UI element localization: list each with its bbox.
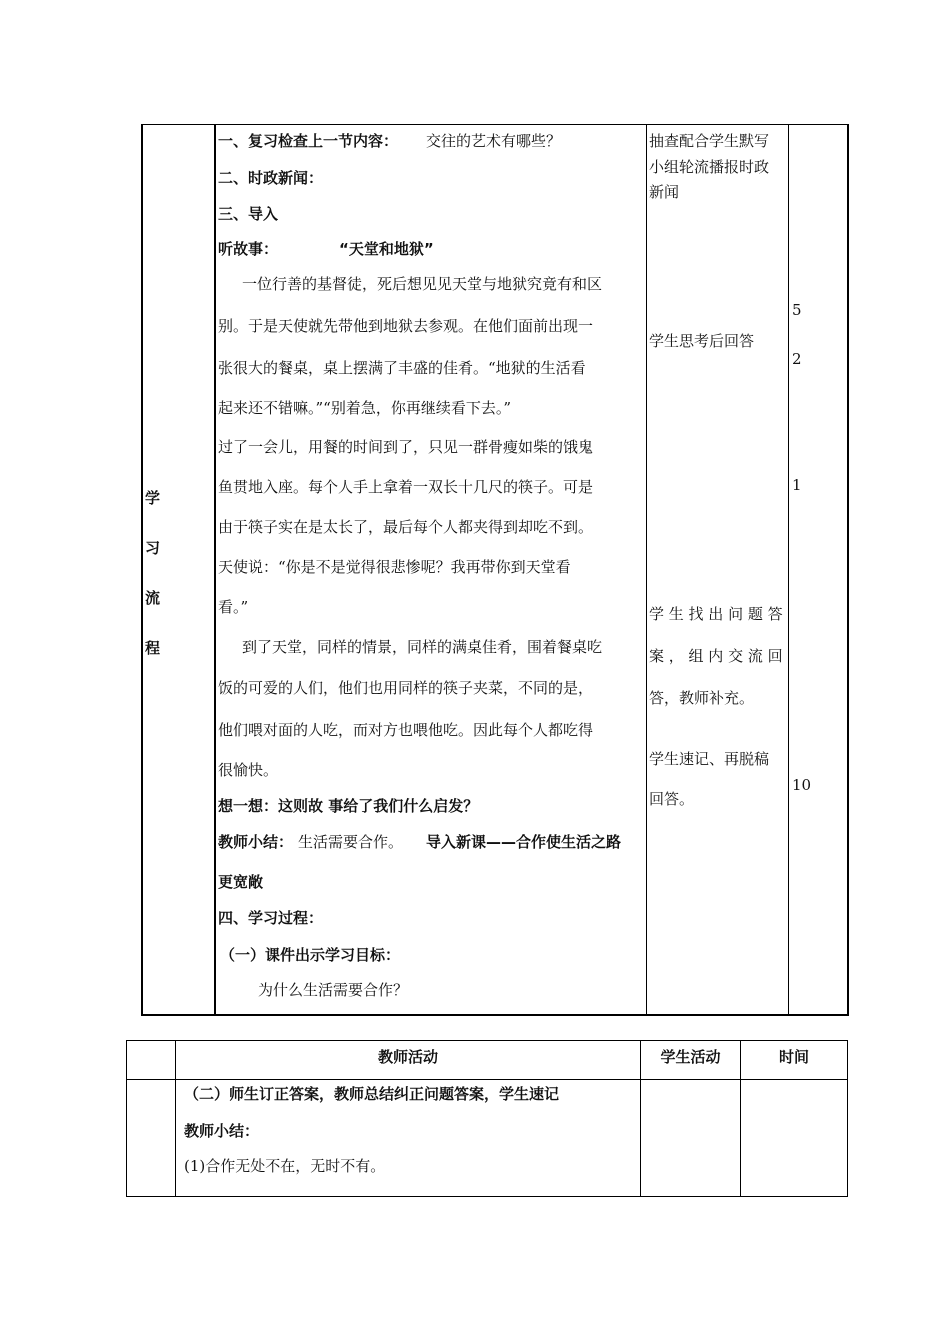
summary-label: 教师小结： xyxy=(218,833,294,851)
header-time: 时间 xyxy=(778,1048,809,1066)
story-line: 过了一会儿，用餐的时间到了，只见一群骨瘦如柴的饿鬼 xyxy=(218,438,594,456)
story-line: 张很大的餐桌，桌上摆满了丰盛的佳肴。“地狱的生活看 xyxy=(218,359,586,377)
side-label-4: 程 xyxy=(145,639,161,657)
side-label-2: 习 xyxy=(145,539,161,557)
summary-text: 生活需要合作。 xyxy=(298,833,404,851)
story-line: 由于筷子实在是太长了，最后每个人都夹得到却吃不到。 xyxy=(218,518,594,536)
student-activity: 小组轮流播报时政 xyxy=(649,158,770,176)
header-teacher-activity: 教师活动 xyxy=(377,1048,438,1066)
student-activity: 学生速记、再脱稿 xyxy=(649,750,770,768)
objective-title: （一）课件出示学习目标： xyxy=(220,946,401,964)
story-label: 听故事： xyxy=(218,240,279,258)
news-title: 二、时政新闻： xyxy=(218,169,324,187)
process-title: 四、学习过程： xyxy=(218,909,324,927)
header-student-activity: 学生活动 xyxy=(660,1048,721,1066)
row-item: (1)合作无处不在，无时不有。 xyxy=(184,1157,386,1175)
time-value: 10 xyxy=(792,776,812,794)
think-question: 想一想：这则故 事给了我们什么启发？ xyxy=(218,797,479,815)
new-lesson-line-2: 更宽敞 xyxy=(218,873,264,891)
row-title: （二）师生订正答案，教师总结纠正问题答案，学生速记 xyxy=(184,1085,560,1103)
time-value: 1 xyxy=(792,476,802,494)
story-line: 饭的可爱的人们，他们也用同样的筷子夹菜，不同的是， xyxy=(218,679,594,697)
student-activity: 答，教师补充。 xyxy=(649,689,755,707)
time-value: 2 xyxy=(792,350,802,368)
student-activity: 回答。 xyxy=(649,790,695,808)
student-activity: 学生思考后回答 xyxy=(649,332,755,350)
objective-text: 为什么生活需要合作？ xyxy=(258,981,409,999)
review-title: 一、复习检查上一节内容： xyxy=(218,132,399,150)
story-line: 他们喂对面的人吃，而对方也喂他吃。因此每个人都吃得 xyxy=(218,721,594,739)
story-line: 起来还不错嘛。”“别着急，你再继续看下去。” xyxy=(218,399,512,417)
story-line: 一位行善的基督徒，死后想见见天堂与地狱究竟有和区 xyxy=(242,275,603,293)
new-lesson-line-1: 导入新课——合作使生活之路 xyxy=(426,833,622,851)
story-line: 很愉快。 xyxy=(218,761,279,779)
story-title: “天堂和地狱” xyxy=(339,240,434,258)
story-line: 别。于是天使就先带他到地狱去参观。在他们面前出现一 xyxy=(218,317,594,335)
story-line: 天使说：“你是不是觉得很悲惨呢？我再带你到天堂看 xyxy=(218,558,571,576)
student-activity: 学 生 找 出 问 题 答 xyxy=(649,605,783,623)
review-question: 交往的艺术有哪些？ xyxy=(426,132,562,150)
student-activity: 案 ， 组 内 交 流 回 xyxy=(649,647,783,665)
time-value: 5 xyxy=(792,301,802,319)
intro-title: 三、导入 xyxy=(218,205,279,223)
student-activity: 抽查配合学生默写 xyxy=(649,132,770,150)
side-label-3: 流 xyxy=(145,589,161,607)
side-label-1: 学 xyxy=(145,489,161,507)
story-line: 看。” xyxy=(218,598,249,616)
row-summary-label: 教师小结： xyxy=(184,1122,260,1140)
student-activity: 新闻 xyxy=(649,183,680,201)
story-line: 鱼贯地入座。每个人手上拿着一双长十几尺的筷子。可是 xyxy=(218,478,594,496)
story-line: 到了天堂，同样的情景，同样的满桌佳肴，围着餐桌吃 xyxy=(242,638,603,656)
